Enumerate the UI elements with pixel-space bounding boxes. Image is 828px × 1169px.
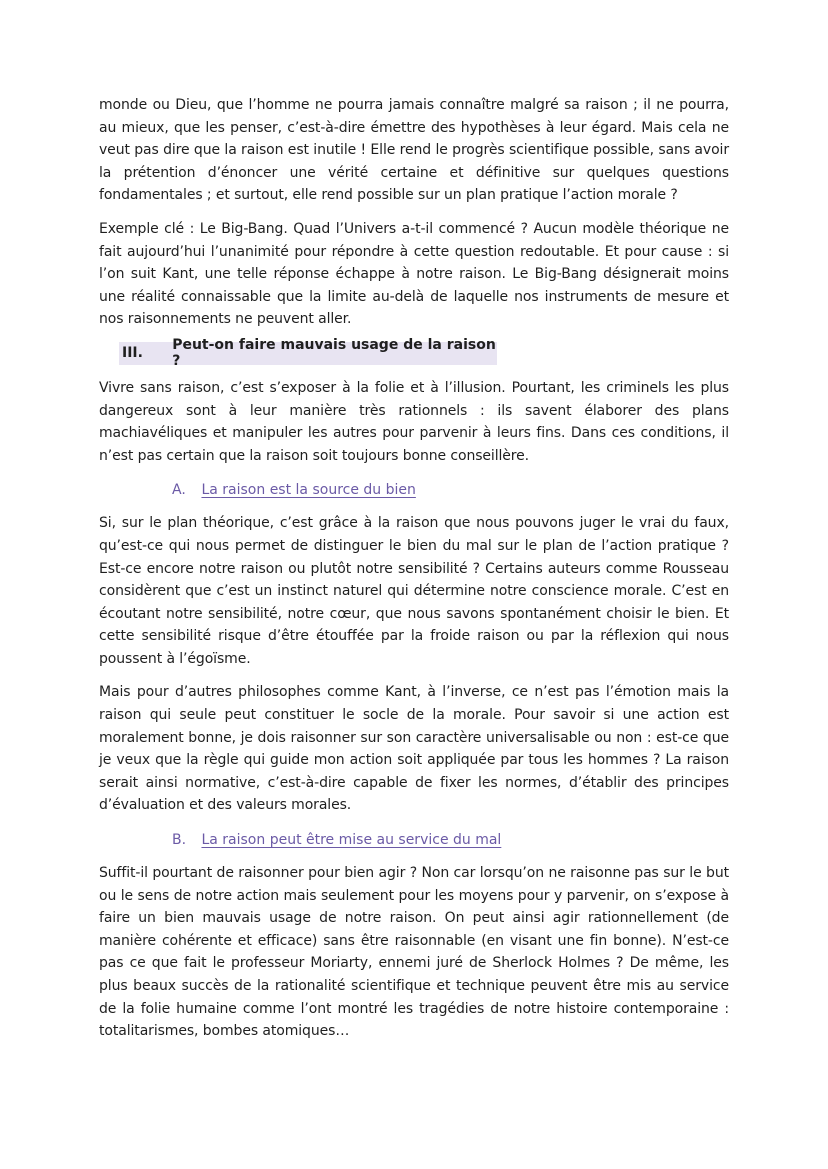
subheading-link-b[interactable]: La raison peut être mise au service du mal [201, 832, 502, 849]
paragraph: Mais pour d’autres philosophes comme Kant, à l’inverse, ce n’est pas l’émotion mais la raison qui seule peut constituer le socle de la morale. Pour savoir si une action est moralement bonne, je dois raisonner sur son caractère universalisable ou non : est-ce que je veux que la règle qui guide mon action soit appliquée par tous les hommes ? La raison serait ainsi normative, c’est-à-dire capable de fixer les normes, d’établir des principes d’évaluation et des valeurs morales. [99, 684, 729, 814]
section-number: III. [122, 345, 143, 362]
section-title: Peut-on faire mauvais usage de la raison ? [172, 337, 496, 370]
subheading-a [172, 480, 729, 500]
subheading-letter: A. [172, 482, 186, 499]
paragraph: Suffit-il pourtant de raisonner pour bien agir ? Non car lorsqu’on ne raisonne pas sur le but ou le sens de notre action mais seulement pour les moyens pour y parvenir, on s’expose à faire un bien mauvais usage de notre raison. On peut ainsi agir rationnellement (de manière cohérente et efficace) sans être raisonnable (en visant une fin bonne). N’est-ce pas ce que fait le professeur Moriarty, ennemi juré de Sherlock Holmes ? De même, les plus beaux succès de la rationalité scientifique et technique peuvent être mis au service de la folie humaine comme l’ont montré les tragédies de notre histoire contemporaine : totalitarismes, bombes atomiques… [99, 865, 729, 1040]
section-heading-iii [119, 337, 497, 370]
paragraph: monde ou Dieu, que l’homme ne pourra jamais connaître malgré sa raison ; il ne pourra, au mieux, que les penser, c’est-à-dire émettre des hypothèses à leur égard. Mais cela ne veut pas dire que la raison est inutile ! Elle rend le progrès scientifique possible, sans avoir la prétention d’énoncer une vérité certaine et définitive sur quelques questions fondamentales ; et surtout, elle rend possible sur un plan pratique l’action morale ? [99, 97, 729, 204]
paragraph-example-big-bang: Exemple clé : Le Big-Bang. Quad l’Univers a-t-il commencé ? Aucun modèle théorique ne fait aujourd’hui l’unanimité pour répondre à cette question redoutable. Et pour cause : si l’on suit Kant, une telle réponse échappe à notre raison. Le Big-Bang désignerait moins une réalité connaissable que la limite au-delà de laquelle nos instruments de mesure et nos raisonnements ne peuvent aller. [99, 220, 729, 328]
subheading-letter: B. [172, 832, 187, 849]
section-intro-paragraph: Vivre sans raison, c’est s’exposer à la folie et à l’illusion. Pourtant, les criminels les plus dangereux sont à leur manière très rationnels : ils savent élaborer des plans machiavéliques et manipuler les autres pour parvenir à leurs fins. Dans ces conditions, il n’est pas certain que la raison soit toujours bonne conseillère. [99, 379, 729, 464]
subheading-link-a[interactable]: La raison est la source du bien [201, 482, 416, 499]
subheading-b [172, 830, 729, 850]
paragraph: Si, sur le plan théorique, c’est grâce à la raison que nous pouvons juger le vrai du faux, qu’est-ce qui nous permet de distinguer le bien du mal sur le plan de l’action pratique ? Est-ce encore notre raison ou plutôt notre sensibilité ? Certains auteurs comme Rousseau considèrent que c’est un instinct naturel qui détermine notre conscience morale. C’est en écoutant notre sensibilité, notre cœur, que nous savons spontanément choisir le bien. Et cette sensibilité risque d’être étouffée par la froide raison ou par la réflexion qui nous poussent à l’égoïsme. [99, 515, 729, 667]
page-content [99, 94, 729, 1054]
